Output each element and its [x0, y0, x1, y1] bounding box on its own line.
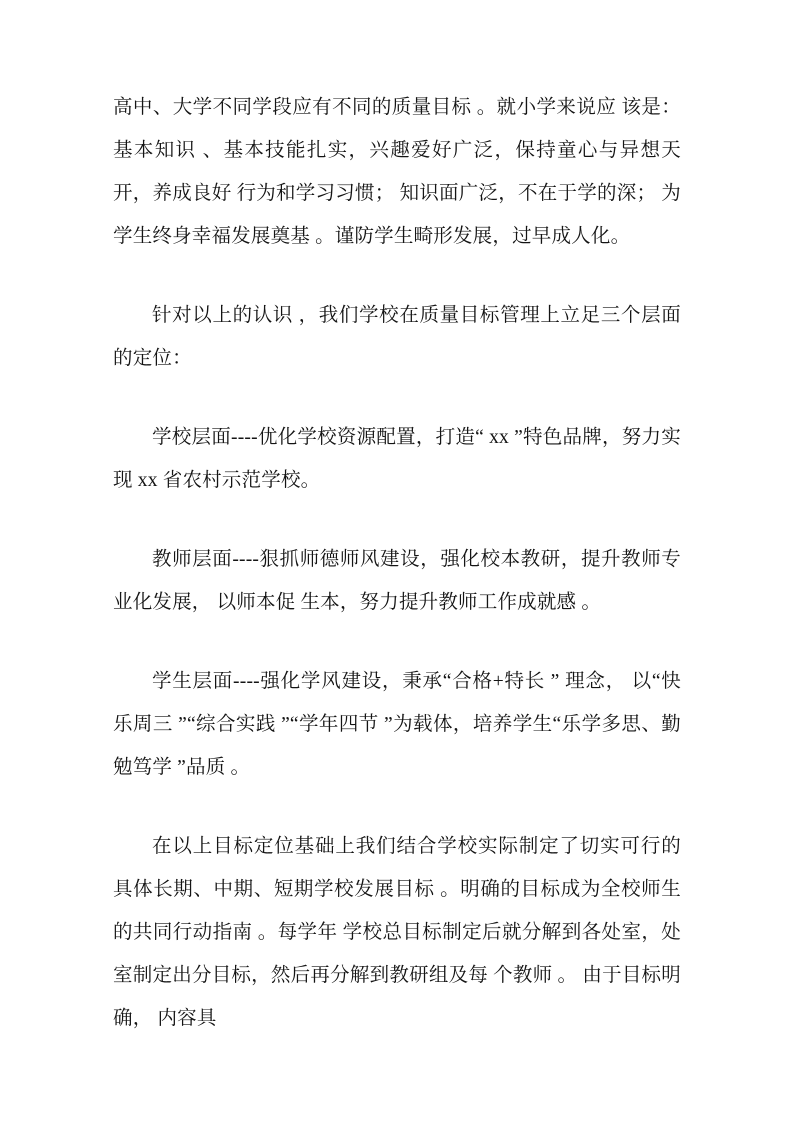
paragraph-school-level: 学校层面----优化学校资源配置，打造“ xx ”特色品牌，努力实现 xx 省农村示范学校。	[113, 427, 681, 491]
paragraph-student-level: 学生层面----强化学风建设，秉承“合格+特长 ” 理念， 以“快乐周三 ”“综合实践 ”“学年四节 ”为载体，培养学生“乐学多思、勤勉笃学 ”品质 。	[113, 671, 681, 778]
paragraph-teacher-level: 教师层面----狠抓师德师风建设，强化校本教研，提升教师专业化发展， 以师本促 生本，努力提升教师工作成就感 。	[113, 549, 681, 613]
paragraph-three-levels-intro: 针对以上的认识 ，我们学校在质量目标管理上立足三个层面的定位：	[113, 305, 681, 369]
paragraph-quality-goals: 高中、大学不同学段应有不同的质量目标 。就小学来说应 该是：基本知识 、基本技能扎实，兴趣爱好广泛，保持童心与异想天开，养成良好 行为和学习习惯； 知识面广泛，不在于学的深； 为学生终身幸福发展奠基 。谨防学生畸形发展，过早成人化。	[113, 97, 681, 247]
paragraph-goal-implementation: 在以上目标定位基础上我们结合学校实际制定了切实可行的具体长期、中期、短期学校发展目标 。明确的目标成为全校师生的共同行动指南 。每学年 学校总目标制定后就分解到各处室，处室制定出分目标，然后再分解到教研组及每 个教师 。 由于目标明确， 内容具	[113, 836, 681, 1029]
document-body	[113, 86, 681, 1040]
